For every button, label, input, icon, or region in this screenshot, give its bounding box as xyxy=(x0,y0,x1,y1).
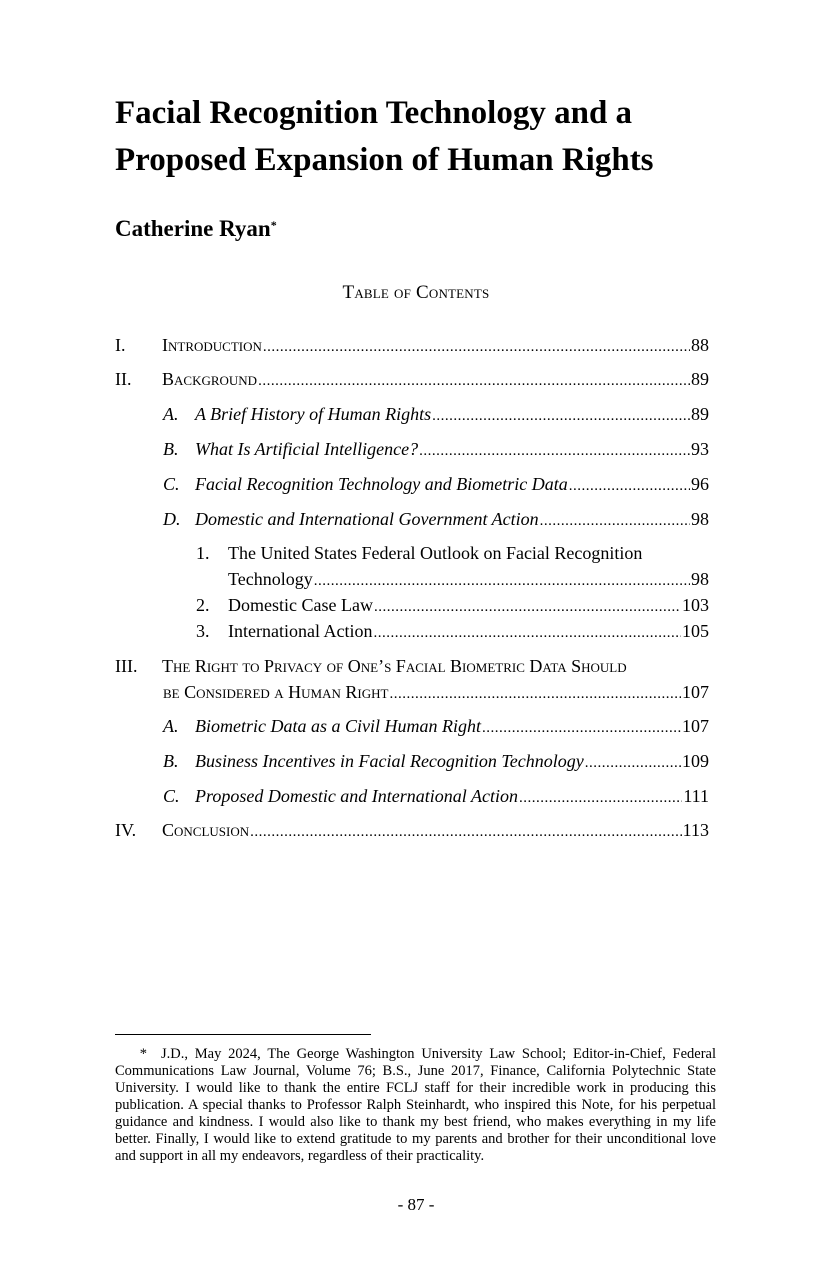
toc-entry-government-action[interactable] xyxy=(163,506,709,534)
toc-entry-number: 1. xyxy=(196,543,210,563)
toc-entry-title: Proposed Domestic and International Action xyxy=(195,786,518,806)
toc-entry-number: II. xyxy=(115,369,132,389)
toc-entry-title: Business Incentives in Facial Recognition Technology xyxy=(195,751,584,771)
toc-entry-number: B. xyxy=(163,751,179,771)
toc-leader xyxy=(569,473,690,499)
toc-entry-page: 113 xyxy=(682,820,709,840)
footnote-mark: * xyxy=(139,1046,147,1062)
toc-entry-number: A. xyxy=(163,716,179,736)
toc-entry-title: Facial Recognition Technology and Biometric Data xyxy=(195,474,568,494)
footnote-text: J.D., May 2024, The George Washington University Law School; Editor-in-Chief, Federal Communications Law Journal, Volume 76; B.S., June 2017, Finance, California Polytechnic State University. I would like to thank the entire FCLJ staff for their incredible work in producing this publication. A special thanks to Professor Ralph Steinhardt, who inspired this Note, for his perpetual guidance and kindness. I would also like to thank my best friend, who makes everything in my life better. Finally, I would like to extend gratitude to my parents and brother for their unconditional love and support in all my endeavors, regardless of their practicality. xyxy=(115,1046,716,1164)
toc-leader xyxy=(389,681,681,707)
toc-entry-page: 93 xyxy=(691,439,709,459)
page-number: - 87 - xyxy=(397,1195,435,1214)
toc-entry-brief-history[interactable] xyxy=(163,401,709,429)
toc-entry-number: I. xyxy=(115,335,126,355)
toc-entry-conclusion[interactable] xyxy=(115,817,709,845)
toc-leader xyxy=(258,368,690,394)
toc-entry-title: International Action xyxy=(228,621,373,641)
toc-entry-page: 107 xyxy=(682,716,709,736)
toc-entry-background[interactable] xyxy=(115,366,709,394)
title-line-1: Facial Recognition Technology and a xyxy=(115,95,633,131)
toc-entry-title: A Brief History of Human Rights xyxy=(195,404,432,424)
toc-entry-title: Domestic and International Government Action xyxy=(195,509,539,529)
toc-entry-number: D. xyxy=(163,509,181,529)
toc-entry-business-incentives[interactable] xyxy=(163,748,709,776)
toc-entry-right-to-privacy[interactable] xyxy=(163,679,709,707)
toc-entry-page: 98 xyxy=(691,569,709,589)
toc-heading: Table of Contents xyxy=(342,282,490,303)
toc-entry-title: Introduction xyxy=(162,335,262,355)
toc-leader xyxy=(263,334,690,360)
author-footnote xyxy=(115,1046,716,1165)
toc-leader xyxy=(250,819,682,845)
toc-entry-number: III. xyxy=(115,656,138,676)
toc-entry-page: 96 xyxy=(691,474,709,494)
toc-entry-number: IV. xyxy=(115,820,137,840)
footnote-divider xyxy=(115,1034,371,1035)
toc-entry-page: 103 xyxy=(682,595,709,615)
toc-entry-number: C. xyxy=(163,786,180,806)
toc-entry-page: 89 xyxy=(691,404,709,424)
author-footnote-mark[interactable]: * xyxy=(270,218,277,232)
toc-entry-page: 89 xyxy=(691,369,709,389)
toc-entry-page: 105 xyxy=(682,621,709,641)
toc-leader xyxy=(373,620,681,646)
toc-entry-proposed-action[interactable] xyxy=(163,783,709,811)
toc-leader xyxy=(374,594,681,620)
author-text: Catherine Ryan xyxy=(115,216,271,241)
toc-entry-title: What Is Artificial Intelligence? xyxy=(195,439,419,459)
toc-leader xyxy=(519,785,682,811)
toc-entry-page: 98 xyxy=(691,509,709,529)
toc-leader xyxy=(432,403,690,429)
toc-entry-title: Conclusion xyxy=(162,820,250,840)
toc-entry-number: B. xyxy=(163,439,179,459)
toc-entry-us-federal-outlook[interactable] xyxy=(228,566,709,594)
toc-entry-biometric-civil-right[interactable] xyxy=(163,713,709,741)
toc-entry-number: A. xyxy=(163,404,179,424)
toc-entry-title: be Considered a Human Right xyxy=(163,682,389,702)
toc-entry-page: 88 xyxy=(691,335,709,355)
toc-entry-page: 109 xyxy=(682,751,709,771)
toc-entry-title: Biometric Data as a Civil Human Right xyxy=(195,716,481,736)
toc-entry-artificial-intelligence[interactable] xyxy=(163,436,709,464)
toc-entry-number: C. xyxy=(163,474,180,494)
toc-entry-us-federal-outlook-line1[interactable] xyxy=(196,540,709,566)
toc-entry-title: Domestic Case Law xyxy=(228,595,373,615)
toc-entry-number: 3. xyxy=(196,621,210,641)
toc-entry-page: 107 xyxy=(682,682,709,702)
toc-entry-title-line1: The United States Federal Outlook on Facial Recognition xyxy=(228,543,643,563)
toc-entry-right-to-privacy-line1[interactable] xyxy=(115,653,709,679)
toc-entry-domestic-case-law[interactable] xyxy=(196,592,709,620)
toc-leader xyxy=(419,438,690,464)
toc-entry-page: 111 xyxy=(683,786,709,806)
toc-entry-facial-recognition[interactable] xyxy=(163,471,709,499)
toc-entry-international-action[interactable] xyxy=(196,618,709,646)
toc-entry-title-line1: The Right to Privacy of One’s Facial Biometric Data Should xyxy=(162,656,627,676)
toc-leader xyxy=(314,568,690,594)
toc-leader xyxy=(482,715,681,741)
toc-entry-introduction[interactable] xyxy=(115,332,709,360)
toc-entry-title: Technology xyxy=(228,569,313,589)
toc-leader xyxy=(585,750,681,776)
title-line-2: Proposed Expansion of Human Rights xyxy=(115,142,654,178)
toc-entry-title: Background xyxy=(162,369,258,389)
toc-leader xyxy=(540,508,690,534)
toc-entry-number: 2. xyxy=(196,595,210,615)
